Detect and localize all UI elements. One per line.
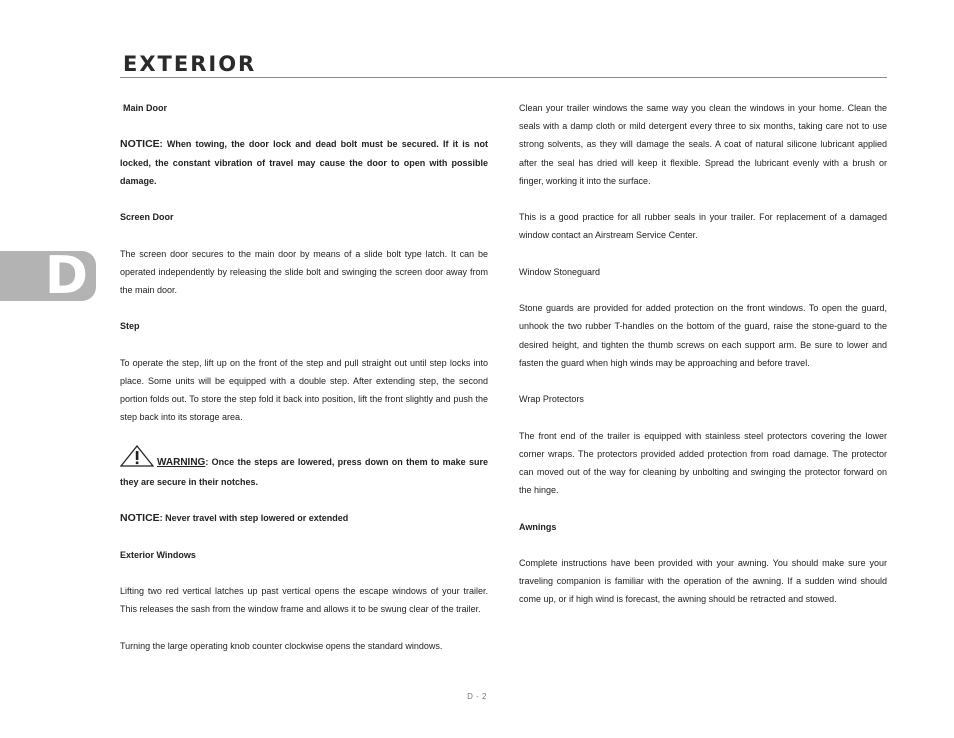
step-heading: Step (120, 321, 140, 332)
warning-label: WARNING (157, 456, 206, 468)
warning-triangle-icon (120, 445, 154, 473)
notice-label: NOTICE (120, 512, 160, 525)
stoneguard-heading: Window Stoneguard (519, 266, 601, 277)
stoneguard-text: Stone guards are provided for added protection on the front windows. To open the guard, unhook the two rubber T-handles on the bottom of the guard, raise the stone-guard to the desired height, and tighten the thumb screws on each support arm. Be sure to lower and fasten the guard when high winds may be approaching and before travel. (519, 303, 887, 368)
window-cleaning-text: Clean your trailer windows the same way you clean the windows in your home. Clean the seals with a damp cloth or mild detergent every three to six months, taking care not to use strong solvents, as they will damage the seals. A coat of natural silicone lubricant applied after the seal has dried will keep it flexible. Spread the lubricant evenly with a brush or finger, working it into the surface. (519, 103, 887, 186)
wrap-protectors-heading: Wrap Protectors (519, 394, 584, 405)
warning-steps-text: : Once the steps are lowered, press down on them to make sure they are secure in their notches. (120, 456, 488, 487)
title-divider (120, 77, 887, 78)
wrap-protectors-text: The front end of the trailer is equipped with stainless steel protectors covering the lower corner wraps. The protectors provided added protection from road damage. The protector can moved out of the way for cleaning by unbolting and swinging the protector forward on the hinge. (519, 430, 887, 496)
exterior-windows-heading: Exterior Windows (120, 549, 196, 560)
exterior-windows-text: Lifting two red vertical latches up past vertical opens the escape windows of your trailer. This releases the sash from the window frame and allows it to be swung clear of the trailer. (120, 586, 488, 615)
left-column (120, 99, 488, 655)
awnings-text: Complete instructions have been provided with your awning. You should make sure your traveling companion is familiar with the operation of the awning. If a sudden wind should come up, or if high wind is forecast, the awning should be retracted and stowed. (519, 557, 887, 605)
notice-door-lock (120, 135, 488, 190)
section-tab-letter: D (44, 251, 88, 301)
rubber-seals-text: This is a good practice for all rubber seals in your trailer. For replacement of a damaged window contact an Airstream Service Center. (519, 212, 887, 241)
awnings-heading: Awnings (519, 521, 557, 532)
page-number: D - 2 (467, 692, 487, 701)
right-column (519, 99, 887, 609)
notice-step-travel (120, 509, 488, 527)
screen-door-text: The screen door secures to the main door by means of a slide bolt type latch. It can be operated independently by releasing the slide bolt and swinging the screen door away from the main door. (120, 248, 488, 295)
notice-door-lock-text: : When towing, the door lock and dead bolt must be secured. If it is not locked, the constant vibration of travel may cause the door to open with possible damage. (120, 139, 488, 186)
step-text: To operate the step, lift up on the front of the step and pull straight out until step locks into place. Some units will be equipped with a double step. After extending step, the second portion folds out. To store the step fold it back into position, lift the front slightly and push the step back into its storage area. (120, 357, 488, 423)
page-title: EXTERIOR (123, 52, 257, 76)
warning-steps (120, 445, 488, 491)
notice-step-travel-text: : Never travel with step lowered or extended (159, 513, 349, 524)
standard-windows-text: Turning the large operating knob counter clockwise opens the standard windows. (120, 640, 443, 651)
screen-door-heading: Screen Door (120, 212, 174, 223)
section-tab (0, 251, 96, 301)
main-door-heading: Main Door (123, 103, 167, 113)
notice-label: NOTICE (120, 138, 160, 151)
